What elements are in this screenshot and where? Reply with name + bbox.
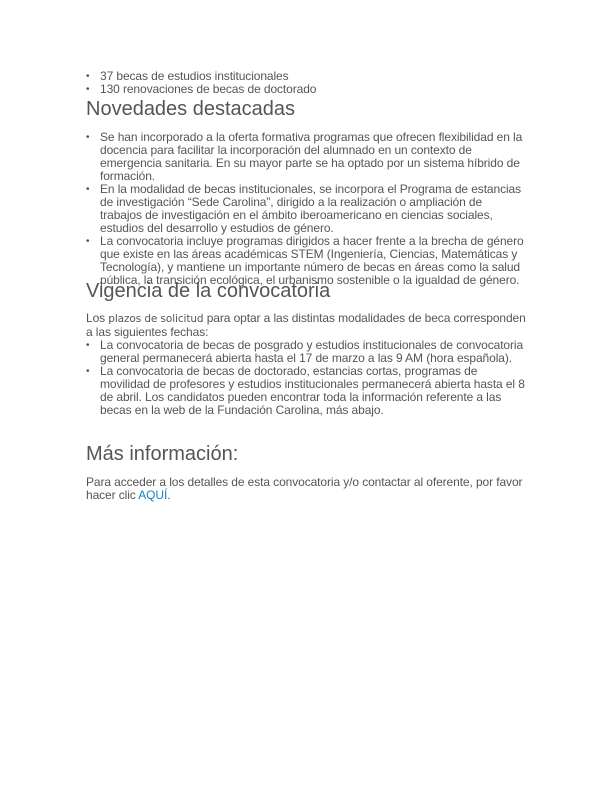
bullet-icon: • [86, 340, 90, 351]
bullet-icon: • [86, 84, 90, 95]
novedades-list [86, 131, 526, 287]
bullet-icon: • [86, 184, 90, 195]
plazos-highlight: plazos de solicitud [108, 313, 204, 325]
vigencia-heading: Vigencia de la convocatoria [86, 280, 331, 302]
top-list [86, 70, 526, 96]
bullet-icon: • [86, 132, 90, 143]
bullet-icon: • [86, 71, 90, 82]
list-item: • La convocatoria de becas de posgrado y estudios institucionales de convocatoria general permanecerá abierta hasta el 17 de marzo a las 9 AM (hora española). [86, 338, 524, 365]
list-item: • En la modalidad de becas institucionales, se incorpora el Programa de estancias de investigación “Sede Carolina”, dirigido a la realización o ampliación de trabajos de investigación en el ámbito iberoamericano en ciencias sociales, estudios del desarrollo y estudios de género. [86, 182, 522, 235]
list-item: • 130 renovaciones de becas de doctorado [86, 82, 317, 96]
list-item: • Se han incorporado a la oferta formativa programas que ofrecen flexibilidad en la docencia para facilitar la incorporación del alumnado en un contexto de emergencia sanitaria. En su mayor parte se ha optado por un sistema híbrido de formación. [86, 130, 523, 183]
novedades-heading: Novedades destacadas [86, 98, 296, 120]
mas-info-heading: Más información: [86, 443, 239, 465]
bullet-icon: • [86, 366, 90, 377]
vigencia-list [86, 339, 526, 417]
mas-info-text: Para acceder a los detalles de esta convocatoria y/o contactar al oferente, por favor hacer clic AQUÍ. [86, 475, 523, 502]
vigencia-intro: Los plazos de solicitud para optar a las distintas modalidades de beca corresponden a las siguientes fechas: [86, 311, 526, 339]
list-item: • La convocatoria de becas de doctorado, estancias cortas, programas de movilidad de profesores y estudios institucionales permanecerá abierta hasta el 8 de abril. Los candidatos pueden encontrar toda la información referente a las becas en la web de la Fundación Carolina, más abajo. [86, 364, 525, 417]
list-item: • La convocatoria incluye programas dirigidos a hacer frente a la brecha de género que existe en las áreas académicas STEM (Ingeniería, Ciencias, Matemáticas y Tecnología), y mantiene un importante número de becas en áreas como la salud pública, la transición ecológica, el urbanismo sostenible o la igualdad de género. [86, 234, 524, 287]
aqui-link[interactable]: AQUÍ [138, 488, 168, 502]
list-item: • 37 becas de estudios institucionales [86, 69, 289, 83]
bullet-icon: • [86, 236, 90, 247]
